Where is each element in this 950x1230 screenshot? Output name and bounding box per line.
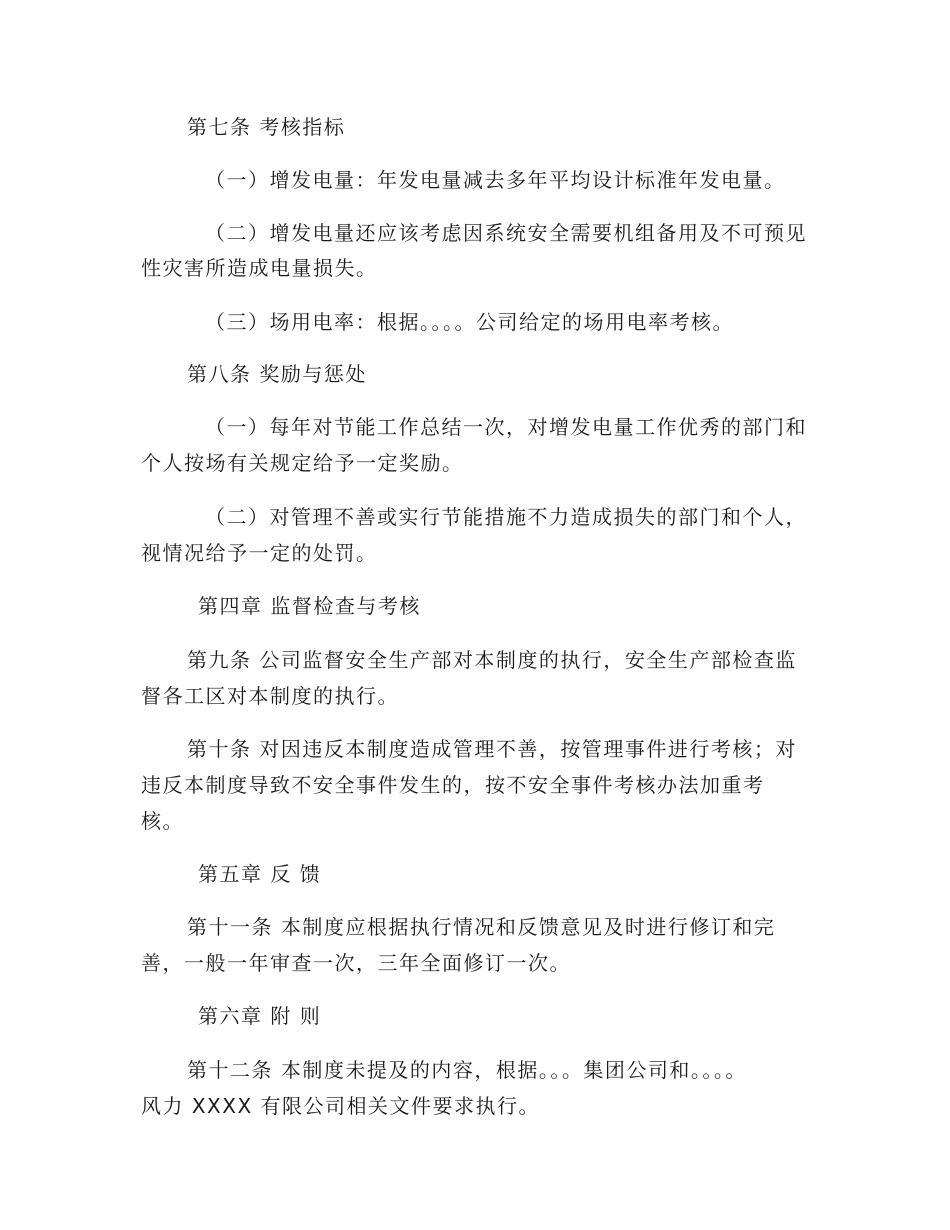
article-8-item-1-line-1: （一）每年对节能工作总结一次，对增发电量工作优秀的部门和: [205, 415, 807, 439]
article-7-item-3: （三）场用电率：根据。。。。公司给定的场用电率考核。: [205, 310, 734, 334]
article-7-heading: 第七条 考核指标: [187, 115, 346, 139]
article-10-line-3: 核。: [141, 809, 184, 833]
chapter-4-heading: 第四章 监督检查与考核: [198, 594, 421, 618]
article-9-line-2: 督各工区对本制度的执行。: [141, 684, 399, 708]
article-9-line-1: 第九条 公司监督安全生产部对本制度的执行，安全生产部检查监: [187, 648, 797, 672]
article-10-line-2: 违反本制度导致不安全事件发生的，按不安全事件考核办法加重考: [141, 773, 765, 797]
article-8-item-2-line-2: 视情况给予一定的处罚。: [141, 541, 378, 565]
article-8-item-2-line-1: （二）对管理不善或实行节能措施不力造成损失的部门和个人，: [205, 505, 807, 529]
article-7-item-1: （一）增发电量：年发电量减去多年平均设计标准年发电量。: [205, 168, 786, 192]
article-7-item-2-line-2: 性灾害所造成电量损失。: [141, 256, 378, 280]
article-11-line-1: 第十一条 本制度应根据执行情况和反馈意见及时进行修订和完: [187, 915, 776, 939]
chapter-6-heading: 第六章 附 则: [198, 1004, 322, 1028]
article-10-line-1: 第十条 对因违反本制度造成管理不善，按管理事件进行考核；对: [187, 737, 797, 761]
article-8-heading: 第八条 奖励与惩处: [187, 362, 367, 386]
chapter-5-heading: 第五章 反 馈: [198, 862, 322, 886]
article-11-line-2: 善，一般一年审查一次，三年全面修订一次。: [141, 951, 571, 975]
article-7-item-2-line-1: （二）增发电量还应该考虑因系统安全需要机组备用及不可预见: [205, 221, 807, 245]
article-12-line-2: 风力 XXXX 有限公司相关文件要求执行。: [141, 1094, 541, 1118]
article-12-line-1: 第十二条 本制度未提及的内容，根据。。。集团公司和。。。。: [187, 1058, 747, 1082]
article-8-item-1-line-2: 个人按场有关规定给予一定奖励。: [141, 451, 464, 475]
